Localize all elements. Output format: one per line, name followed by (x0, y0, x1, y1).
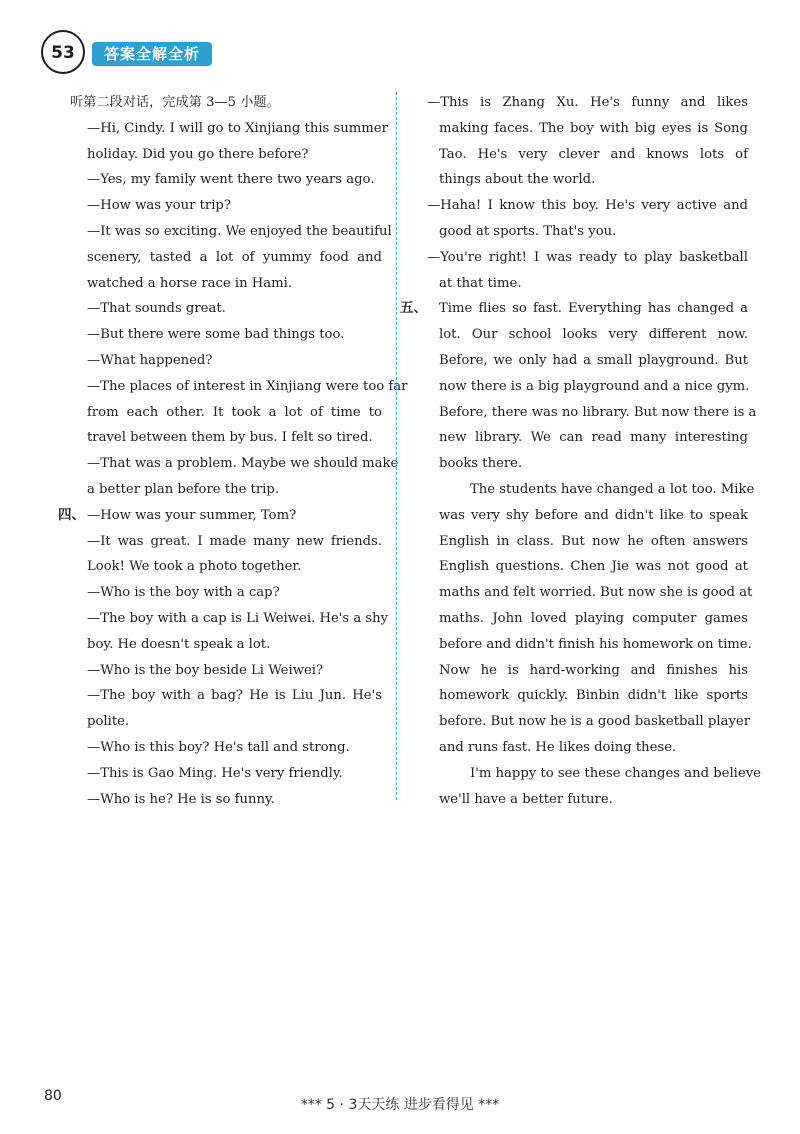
text-line: Tao. He's very clever and knows lots of (439, 146, 748, 162)
text-line: travel between them by bus. I felt so tired. (87, 430, 373, 446)
text-line: now there is a big playground and a nice gym. (439, 378, 750, 394)
text-line: 听第二段对话，完成第 3—5 小题。 (70, 95, 280, 110)
text-line: was very shy before and didn't like to speak (439, 507, 748, 523)
text-line: —How was your trip? (87, 198, 231, 214)
section-four-line (58, 503, 382, 529)
text-line: —Hi, Cindy. I will go to Xinjiang this summer (87, 120, 388, 136)
text-line: a better plan before the trip. (87, 481, 280, 497)
text-line: —Who is the boy beside Li Weiwei? (87, 662, 324, 678)
text-line: Before, there was no library. But now there is a (439, 404, 757, 420)
section-label-four: 四、 (58, 506, 85, 523)
text-line: The students have changed a lot too. Mike (470, 481, 755, 497)
text-line: homework quickly. Binbin didn't like sports (439, 688, 748, 704)
svg-text:53: 53 (51, 43, 75, 63)
text-line: boy. He doesn't speak a lot. (87, 636, 271, 652)
text-line: new library. We can read many interesting (439, 430, 748, 446)
footer-slogan: *** 5 · 3天天练 进步看得见 *** (300, 1097, 500, 1113)
text-line: —What happened? (87, 352, 213, 368)
text-line: maths. John loved playing computer games (439, 610, 748, 626)
text-line: —It was great. I made many new friends. (87, 533, 382, 549)
column-divider (396, 92, 397, 800)
text-line: —This is Gao Ming. He's very friendly. (87, 765, 343, 781)
text-line: —Who is the boy with a cap? (87, 585, 280, 601)
text-line: scenery, tasted a lot of yummy food and (87, 249, 382, 265)
text-line: good at sports. That's you. (439, 223, 617, 239)
text-line: —This is Zhang Xu. He's funny and likes (427, 95, 748, 110)
text-line: watched a horse race in Hami. (87, 275, 293, 291)
section-five-line (400, 296, 748, 322)
text-line: Before, we only had a small playground. But (439, 352, 748, 368)
text-line: —Haha! I know this boy. He's very active and (427, 198, 748, 214)
text-line: and runs fast. He likes doing these. (439, 739, 677, 755)
text-line: —Yes, my family went there two years ago. (87, 172, 375, 188)
text-line: books there. (439, 456, 523, 472)
text-line: Time flies so fast. Everything has changed a (439, 301, 748, 317)
section-label-five: 五、 (400, 300, 427, 317)
text-line: —How was your summer, Tom? (87, 507, 297, 523)
text-line: —The boy with a bag? He is Liu Jun. He's (87, 688, 382, 704)
text-line: we'll have a better future. (439, 791, 613, 807)
brand-logo (40, 28, 86, 76)
text-line: lot. Our school looks very different now. (439, 327, 748, 343)
text-line: —That was a problem. Maybe we should make (87, 456, 399, 472)
text-line: —You're right! I was ready to play basketball (427, 249, 748, 265)
text-line: English questions. Chen Jie was not good at (439, 559, 748, 575)
text-line: maths and felt worried. But now she is good at (439, 585, 753, 601)
text-line: things about the world. (439, 172, 596, 188)
text-line: —Who is he? He is so funny. (87, 791, 275, 807)
text-line: —It was so exciting. We enjoyed the beautiful (87, 223, 392, 239)
text-line: from each other. It took a lot of time to (87, 404, 382, 420)
text-line: —The boy with a cap is Li Weiwei. He's a shy (87, 610, 389, 626)
text-line: —The places of interest in Xinjiang were too far (87, 378, 408, 394)
left-column (58, 90, 408, 812)
text-line: Now he is hard-working and finishes his (439, 662, 748, 678)
text-line: holiday. Did you go there before? (87, 146, 309, 162)
text-line: before. But now he is a good basketball player (439, 714, 751, 730)
right-column (400, 90, 761, 812)
text-line: at that time. (439, 275, 522, 291)
text-line: I'm happy to see these changes and believe (470, 765, 761, 781)
text-line: —Who is this boy? He's tall and strong. (87, 739, 350, 755)
text-line: making faces. The boy with big eyes is Song (439, 120, 748, 136)
text-line: before and didn't finish his homework on time. (439, 636, 752, 652)
page-number: 80 (44, 1088, 62, 1104)
text-line: —That sounds great. (87, 301, 226, 317)
text-line: polite. (87, 714, 130, 730)
header-badge: 答案全解全析 (92, 42, 212, 66)
text-line: —But there were some bad things too. (87, 327, 345, 343)
text-line: English in class. But now he often answers (439, 533, 748, 549)
text-line: Look! We took a photo together. (87, 559, 302, 575)
